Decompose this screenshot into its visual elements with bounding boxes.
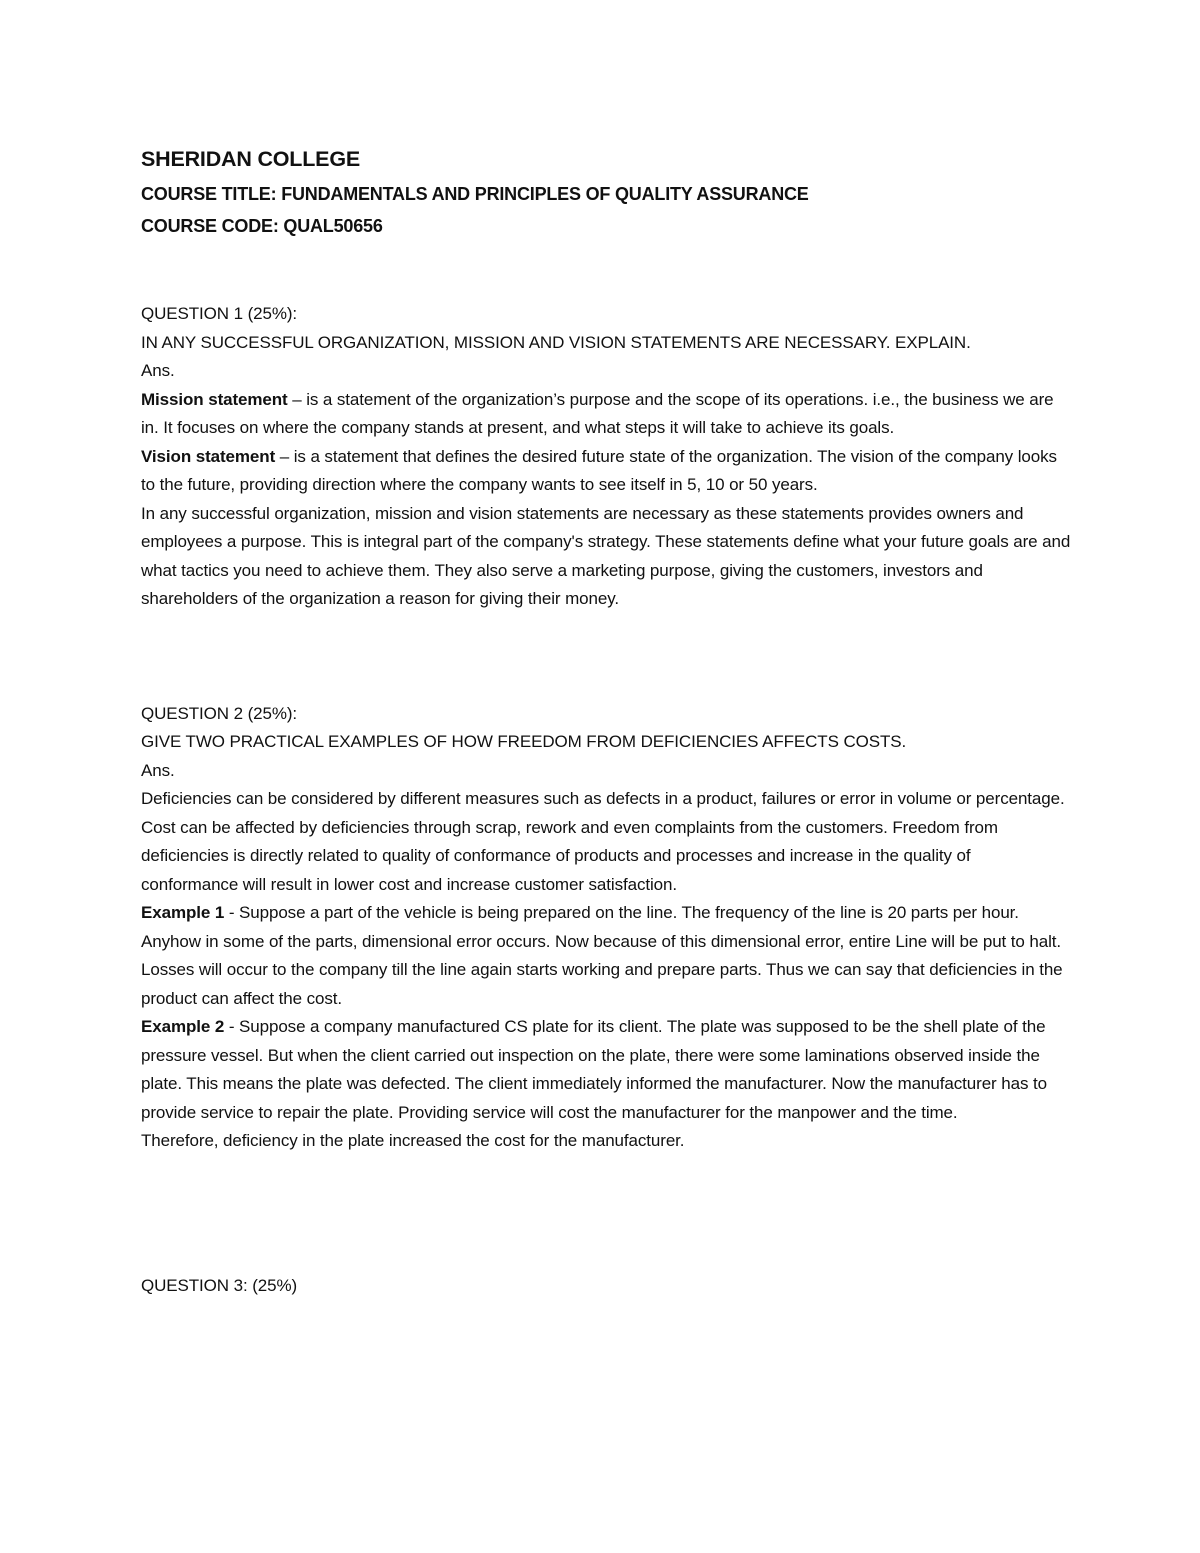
example-2-label: Example 2 bbox=[141, 1017, 225, 1036]
question-3-section bbox=[141, 1272, 1071, 1301]
question-1-prompt: IN ANY SUCCESSFUL ORGANIZATION, MISSION AND VISION STATEMENTS ARE NECESSARY. EXPLAIN. bbox=[141, 332, 971, 352]
mission-statement-label: Mission statement bbox=[141, 389, 288, 409]
question-1-answer-label: Ans. bbox=[141, 361, 175, 380]
question-2-conclusion: Therefore, deficiency in the plate increased the cost for the manufacturer. bbox=[141, 1131, 685, 1150]
course-code: COURSE CODE: QUAL50656 bbox=[141, 216, 383, 236]
example-2-paragraph bbox=[141, 1013, 1071, 1127]
vision-statement-paragraph bbox=[141, 443, 1071, 500]
college-name: SHERIDAN COLLEGE bbox=[141, 147, 360, 171]
question-2-heading: QUESTION 2 (25%): bbox=[141, 703, 298, 723]
question-1-conclusion: In any successful organization, mission and vision statements are necessary as these statements provides owners and employees a purpose. This is integral part of the company's strategy. These statements define what your future goals are and what tactics you need to achieve them. They also serve a marketing purpose, giving the customers, investors and shareholders of the organization a reason for giving their money. bbox=[141, 503, 1071, 608]
example-1-text: - Suppose a part of the vehicle is being prepared on the line. The frequency of the line is 20 parts per hour. Anyhow in some of the parts, dimensional error occurs. Now because of this dimensional error, entire Line will be put to halt. Losses will occur to the company till the line again starts working and prepare parts. Thus we can say that deficiencies in the product can affect the cost. bbox=[141, 903, 1063, 1008]
question-2-section bbox=[141, 700, 1071, 1156]
mission-statement-paragraph bbox=[141, 386, 1071, 443]
question-2-prompt: GIVE TWO PRACTICAL EXAMPLES OF HOW FREEDOM FROM DEFICIENCIES AFFECTS COSTS. bbox=[141, 732, 907, 751]
example-1-paragraph bbox=[141, 899, 1071, 1013]
question-2-intro: Deficiencies can be considered by different measures such as defects in a product, failures or error in volume or percentage. Cost can be affected by deficiencies through scrap, rework and even complaints from the customers. Freedom from deficiencies is directly related to quality of conformance of products and processes and increase in the quality of conformance will result in lower cost and increase customer satisfaction. bbox=[141, 789, 1065, 894]
example-2-text: - Suppose a company manufactured CS plate for its client. The plate was supposed to be the shell plate of the pressure vessel. But when the client carried out inspection on the plate, there were some laminations observed inside the plate. This means the plate was defected. The client immediately informed the manufacturer. Now the manufacturer has to provide service to repair the plate. Providing service will cost the manufacturer for the manpower and the time. bbox=[141, 1017, 1047, 1122]
question-2-answer-label: Ans. bbox=[141, 760, 175, 780]
question-1-section bbox=[141, 300, 1071, 614]
question-1-heading: QUESTION 1 (25%): bbox=[141, 304, 298, 323]
question-3-heading: QUESTION 3: (25%) bbox=[141, 1275, 298, 1295]
mission-statement-text: – is a statement of the organization’s purpose and the scope of its operations. i.e., the business we are in. It focuses on where the company stands at present, and what steps it will take to achieve its goals. bbox=[141, 389, 1054, 437]
vision-statement-label: Vision statement bbox=[141, 446, 276, 466]
course-title: COURSE TITLE: FUNDAMENTALS AND PRINCIPLES OF QUALITY ASSURANCE bbox=[141, 184, 809, 204]
document-page bbox=[141, 140, 1071, 1300]
vision-statement-text: – is a statement that defines the desired future state of the organization. The vision of the company looks to the future, providing direction where the company wants to see itself in 5, 10 or 50 years. bbox=[141, 446, 1057, 494]
example-1-label: Example 1 bbox=[141, 903, 225, 922]
